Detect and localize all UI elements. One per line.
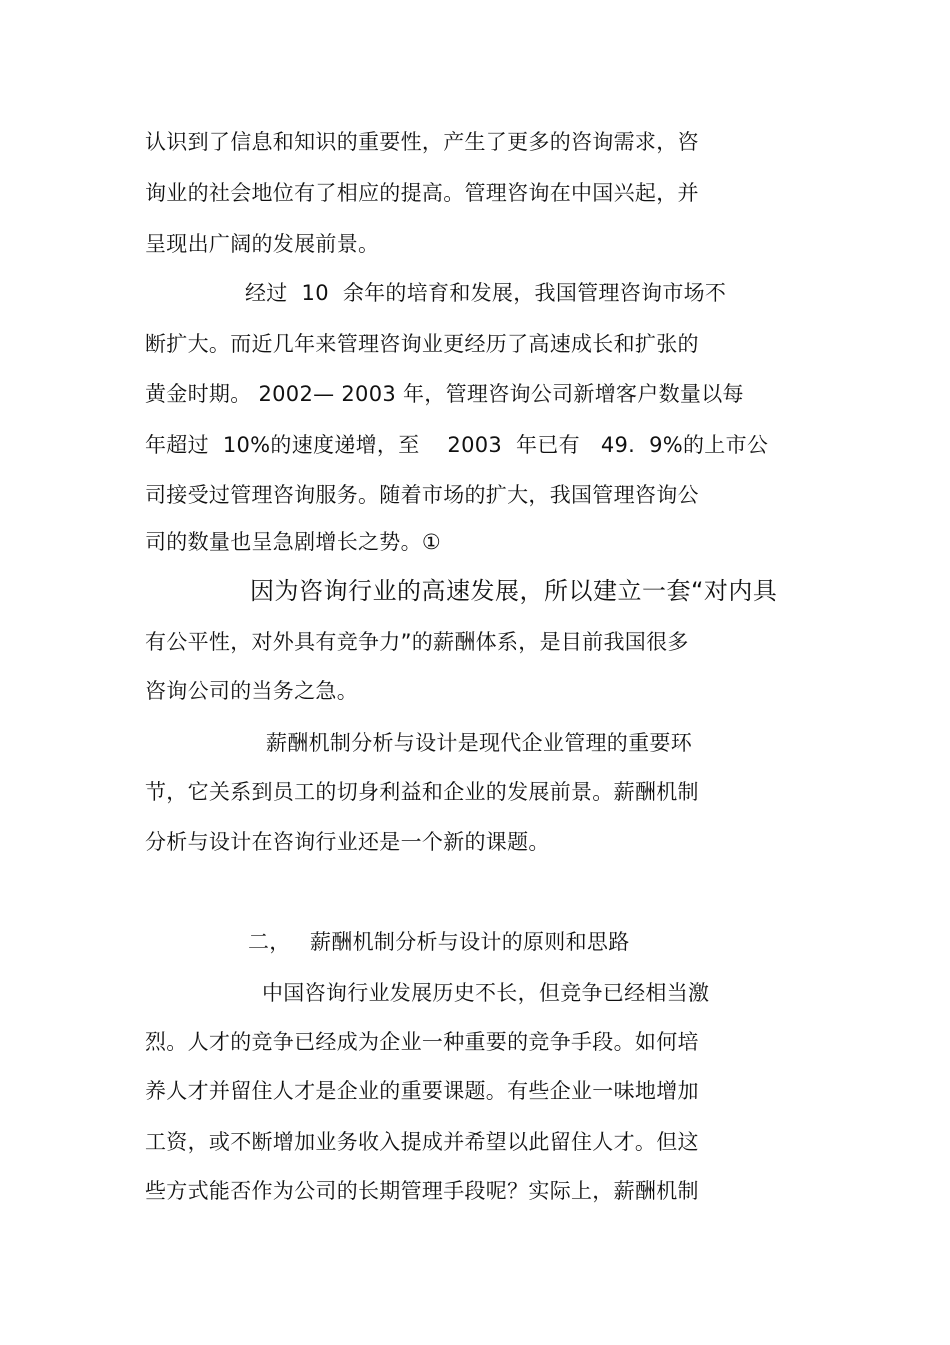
paragraph-3-line-1: 因为咨询行业的高速发展，所以建立一套“对内具 xyxy=(250,577,778,605)
paragraph-5-line-5: 些方式能否作为公司的长期管理手段呢？实际上，薪酬机制 xyxy=(145,1179,699,1203)
paragraph-1-line-2: 询业的社会地位有了相应的提高。管理咨询在中国兴起，并 xyxy=(145,181,699,205)
paragraph-2-line-2: 断扩大。而近几年来管理咨询业更经历了高速成长和扩张的 xyxy=(145,332,699,356)
paragraph-2-line-6: 司的数量也呈急剧增长之势。① xyxy=(145,530,442,554)
paragraph-5-line-4: 工资，或不断增加业务收入提成并希望以此留住人才。但这 xyxy=(145,1130,699,1154)
paragraph-3-line-3: 咨询公司的当务之急。 xyxy=(145,679,358,703)
paragraph-5-line-1: 中国咨询行业发展历史不长，但竞争已经相当激 xyxy=(262,981,710,1005)
paragraph-4-line-1: 薪酬机制分析与设计是现代企业管理的重要环 xyxy=(266,731,692,755)
paragraph-4-line-3: 分析与设计在咨询行业还是一个新的课题。 xyxy=(145,830,550,854)
paragraph-2-line-4: 年超过 10%的速度递增，至 2003 年已有 49. 9%的上市公 xyxy=(145,433,769,457)
paragraph-2-line-5: 司接受过管理咨询服务。随着市场的扩大，我国管理咨询公 xyxy=(145,483,699,507)
paragraph-5-line-2: 烈。人才的竞争已经成为企业一种重要的竞争手段。如何培 xyxy=(145,1030,699,1054)
section-number: 二， xyxy=(248,930,291,954)
paragraph-1-line-3: 呈现出广阔的发展前景。 xyxy=(145,232,380,256)
paragraph-5-line-3: 养人才并留住人才是企业的重要课题。有些企业一味地增加 xyxy=(145,1079,699,1103)
paragraph-4-line-2: 节，它关系到员工的切身利益和企业的发展前景。薪酬机制 xyxy=(145,780,699,804)
paragraph-2-line-1: 经过 10 余年的培育和发展，我国管理咨询市场不 xyxy=(245,281,727,305)
paragraph-3-line-2: 有公平性，对外具有竞争力”的薪酬体系，是目前我国很多 xyxy=(145,630,689,654)
paragraph-2-line-3: 黄金时期。 2002— 2003 年，管理咨询公司新增客户数量以每 xyxy=(145,382,744,406)
section-title: 薪酬机制分析与设计的原则和思路 xyxy=(310,930,630,954)
paragraph-1-line-1: 认识到了信息和知识的重要性，产生了更多的咨询需求，咨 xyxy=(145,130,699,154)
